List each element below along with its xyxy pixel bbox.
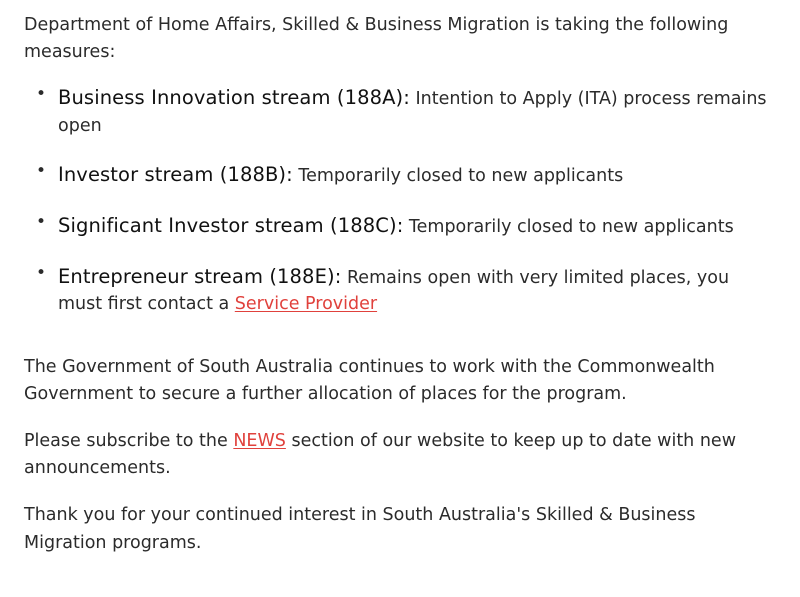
stream-name: Investor stream (188B): [58,163,293,187]
stream-description: Temporarily closed to new applicants [403,217,734,238]
stream-description: Intention to Apply (ITA) process remains open [58,89,767,136]
section-spacer [24,340,776,354]
subscribe-text-before: Please subscribe to the [24,431,234,452]
stream-name: Entrepreneur stream (188E): [58,264,342,288]
stream-name: Business Innovation stream (188A): [58,86,410,110]
subscribe-paragraph [24,428,776,482]
list-item [24,83,776,139]
stream-description: Temporarily closed to new applicants [292,166,624,187]
measures-list [24,83,776,318]
list-item [24,211,776,241]
intro-paragraph: Department of Home Affairs, Skilled & Business Migration is taking the following measures: [24,15,729,62]
news-link[interactable]: NEWS [233,431,286,452]
service-provider-link[interactable]: Service Provider [234,294,378,315]
thanks-paragraph: Thank you for your continued interest in South Australia's Skilled & Business Migration programs. [24,505,696,553]
stream-description: Remains open with very limited places, you must first contact a [58,267,730,315]
stream-name: Significant Investor stream (188C): [58,214,404,238]
list-item [24,160,776,190]
government-paragraph: The Government of South Australia continues to work with the Commonwealth Government to secure a further allocation of places for the program. [24,356,715,404]
subscribe-text-after: section of our website to keep up to date with new announcements. [24,431,737,479]
list-item [24,262,776,318]
